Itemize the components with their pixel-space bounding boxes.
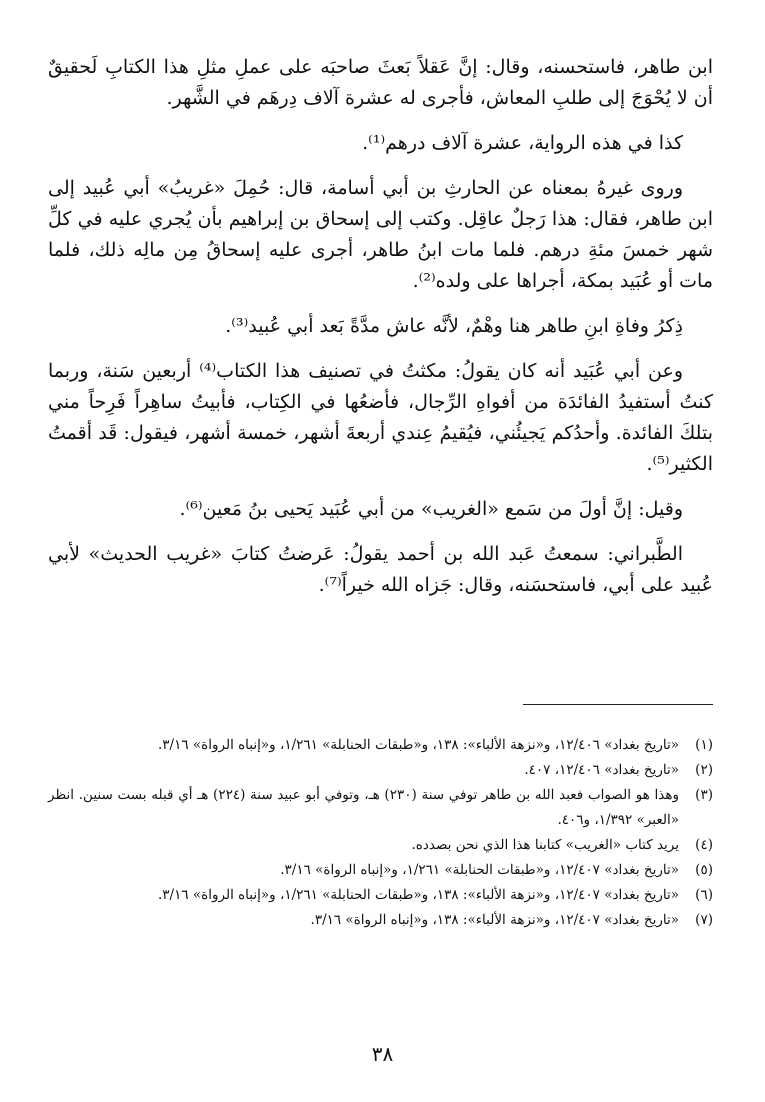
paragraph-5: وعن أبي عُبَيد أنه كان يقولُ: مكثتُ في تصنيف هذا الكتاب⁽⁴⁾ أربعين سَنة، وربما كنتُ أستفيدُ الفائدَة من أفواهِ الرِّجال، فأضعُها في الكِتاب، فأبيتُ ساهِراً فَرِحاً مني بتلكَ الفائدة. وأحدُكم يَجيئُني، فيُقيمُ عِندي أربعةَ أشهر، خمسة أشهر، فيقول: قَد أقمتُ الكثير⁽⁵⁾.	[48, 360, 713, 475]
paragraph-3: وروى غيرهُ بمعناه عن الحارثِ بن أبي أسامة، قال: حُمِلَ «غريبُ» أبي عُبيد إلى ابن طاهر، فقال: هذا رَجلٌ عاقِل. وكتب إلى إسحاق بن إبراهيم بأن يُجري عليه في كلِّ شهر خمسَ مئةِ درهم. فلما مات ابنُ طاهر، أجرى عليه إسحاقُ مِن مالِه ذلك، فلما مات أو عُبَيد بمكة، أجراها على ولده⁽²⁾.	[48, 177, 713, 292]
footnote-divider	[523, 704, 713, 705]
footnote-number: (٢)	[695, 762, 713, 778]
footnote-text: «تاريخ بغداد» ١٢/٤٠٧، و«نزهة الألباء»: ١٣٨، و«طبقات الحنابلة» ١/٢٦١، و«إنباه الرواة» ٣/١٦.	[158, 887, 679, 903]
paragraph-7: الطَّبراني: سمعتُ عَبد الله بن أحمد يقولُ: عَرضتُ كتابَ «غريب الحديث» لأبي عُبيد على أبي، فاستحسَنه، وقال: جَزاه الله خيراً⁽⁷⁾.	[48, 543, 713, 596]
footnote-item	[48, 908, 713, 933]
footnote-item	[48, 783, 713, 833]
paragraph-4: ذِكرُ وفاةِ ابنِ طاهر هنا وهْمٌ، لأنَّه عاش مدَّةً بَعد أبي عُبيد⁽³⁾.	[225, 315, 683, 337]
footnote-text: «تاريخ بغداد» ١٢/٤٠٦، ٤٠٧.	[524, 762, 679, 778]
footnote-number: (٦)	[695, 887, 713, 903]
footnote-number: (٧)	[695, 912, 713, 928]
footnote-text: «تاريخ بغداد» ١٢/٤٠٦، و«نزهة الألباء»: ١٣٨، و«طبقات الحنابلة» ١/٢٦١، و«إنباه الرواة» ٣/١٦.	[158, 737, 679, 753]
footnote-text: يريد كتاب «الغريب» كتابنا هذا الذي نحن بصدده.	[411, 837, 679, 853]
footnote-number: (٤)	[695, 837, 713, 853]
footnote-item	[48, 758, 713, 783]
footnote-item	[48, 733, 713, 758]
main-text	[48, 52, 713, 601]
footnote-text: وهذا هو الصواب فعبد الله بن طاهر توفي سنة (٢٣٠) هـ، وتوفي أبو عبيد سنة (٢٢٤) هـ أي قبله بست سنين. انظر «العبر» ١/٣٩٢، و٤٠٦.	[48, 787, 679, 828]
paragraph-1: ابن طاهر، فاستحسنه، وقال: إنَّ عَقلاً بَعثَ صاحبَه على عملِ مثلِ هذا الكتابِ لَحقيقٌ أن لا يُحْوَجَ إلى طلبِ المعاش، فأجرى له عشرة آلاف دِرهَم في الشَّهر.	[48, 56, 713, 109]
footnote-item	[48, 833, 713, 858]
footnote-text: «تاريخ بغداد» ١٢/٤٠٧، و«طبقات الحنابلة» ١/٢٦١، و«إنباه الرواة» ٣/١٦.	[280, 862, 679, 878]
footnote-text: «تاريخ بغداد» ١٢/٤٠٧، و«نزهة الألباء»: ١٣٨، و«إنباه الرواة» ٣/١٦.	[310, 912, 679, 928]
footnote-item	[48, 858, 713, 883]
footnotes	[48, 733, 713, 933]
paragraph-2: كذا في هذه الرواية، عشرة آلاف درهم⁽¹⁾.	[362, 132, 683, 154]
footnote-number: (١)	[695, 737, 713, 753]
footnote-number: (٣)	[695, 787, 713, 803]
paragraph-6: وقيل: إنَّ أولَ من سَمع «الغريب» من أبي عُبَيد يَحيى بنُ مَعين⁽⁶⁾.	[179, 498, 683, 520]
page-number: ٣٨	[371, 1042, 394, 1066]
footnote-item	[48, 883, 713, 908]
footnote-number: (٥)	[695, 862, 713, 878]
